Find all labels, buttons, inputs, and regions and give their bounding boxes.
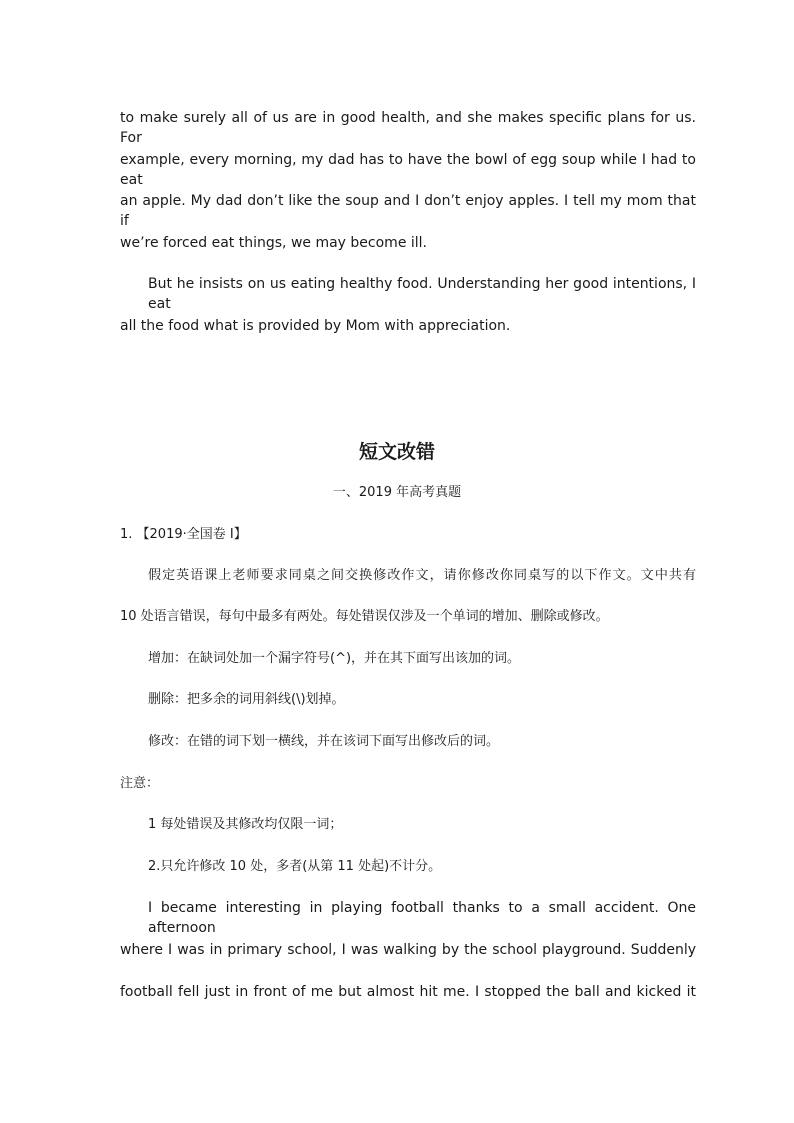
note-item: 1 每处错误及其修改均仅限一词； [148,817,343,832]
notes-label: 注意： [120,776,160,791]
passage-line: all the food what is provided by Mom with appreciation. [120,318,511,334]
passage-line: to make surely all of us are in good health, and she makes specific plans for us. For [120,110,696,146]
instruction-line: 10 处语言错误，每句中最多有两处。每处错误仅涉及一个单词的增加、删除或修改。 [120,609,609,624]
essay-line: where I was in primary school, I was walking by the school playground. Suddenly [120,942,696,958]
question-number: 1. 【2019·全国卷 I】 [120,527,247,542]
passage-line: example, every morning, my dad has to have the bowl of egg soup while I had to eat [120,152,696,188]
section-subtitle: 一、2019 年高考真题 [332,485,462,500]
instruction-line: 增加：在缺词处加一个漏字符号(^)，并在其下面写出该加的词。 [148,651,521,666]
instruction-line: 修改：在错的词下划一横线，并在该词下面写出修改后的词。 [148,734,500,749]
section-title: 短文改错 [358,441,435,463]
instruction-line: 假定英语课上老师要求同桌之间交换修改作文，请你修改你同桌写的以下作文。文中共有 [148,568,696,583]
instruction-line: 删除：把多余的词用斜线(\)划掉。 [148,692,345,707]
passage-line: an apple. My dad don’t like the soup and I don’t enjoy apples. I tell my mom that if [120,193,696,229]
essay-line: football fell just in front of me but almost hit me. I stopped the ball and kicked it [120,984,696,1000]
note-item: 2.只允许修改 10 处，多者(从第 11 处起)不计分。 [148,859,442,874]
essay-line: I became interesting in playing football thanks to a small accident. One afternoon [148,900,696,936]
passage-line: But he insists on us eating healthy food. Understanding her good intentions, I eat [148,276,696,312]
passage-line: we’re forced eat things, we may become ill. [120,235,428,251]
